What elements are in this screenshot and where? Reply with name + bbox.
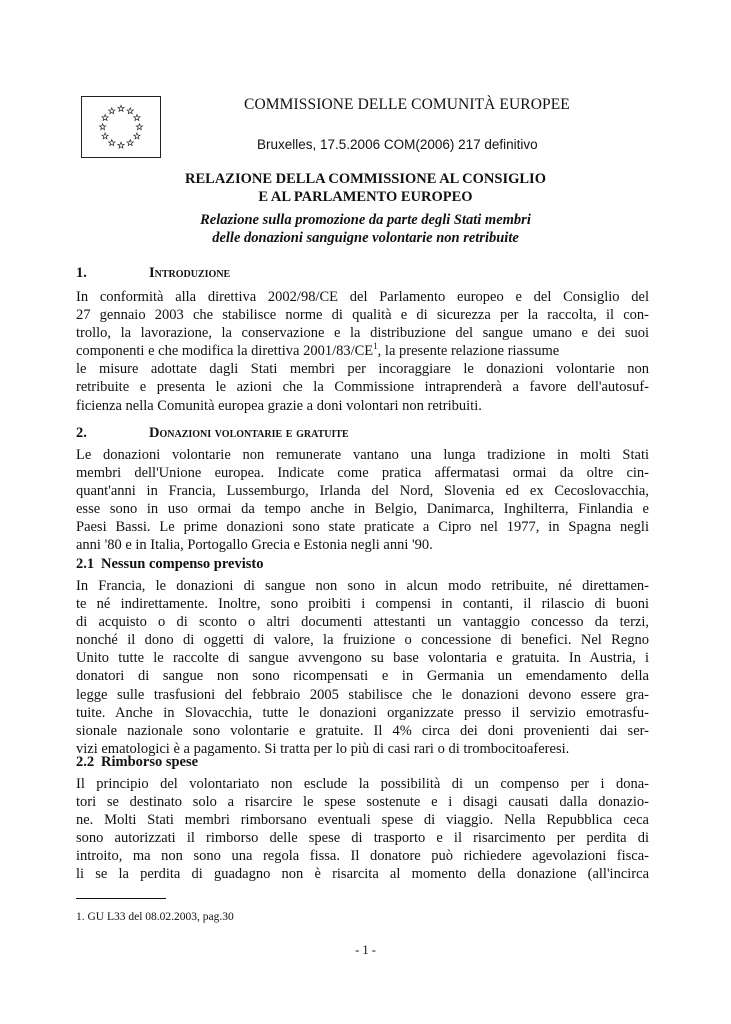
paragraph-line: le misure adottate dagli Stati membri per incoraggiare le donazioni volontarie non bbox=[76, 361, 649, 378]
section-2-paragraph bbox=[76, 446, 649, 555]
paragraph-line bbox=[76, 342, 649, 360]
paragraph-line: sono autorizzati il rimborso delle spese di trasporto e il risarcimento per perdita di bbox=[76, 830, 649, 847]
paragraph-line: anni '80 e in Italia, Portogallo Grecia e Estonia negli anni '90. bbox=[76, 537, 433, 554]
star-icon bbox=[109, 108, 115, 114]
section-2-2-number: 2.2 bbox=[76, 754, 95, 770]
report-title-line-2: E AL PARLAMENTO EUROPEO bbox=[258, 189, 473, 205]
paragraph-line: vizi ematologici è a pagamento. Si tratta per lo più di casi rari o di trombocitoaferesi. bbox=[76, 740, 570, 757]
paragraph-line: quant'anni in Francia, Lussemburgo, Irlanda del Nord, Slovenia ed ex Cecoslovacchia, bbox=[76, 483, 649, 500]
paragraph-line: esse sono in uso ormai da tempo anche in Belgio, Danimarca, Inghilterra, Finlandia e bbox=[76, 501, 649, 518]
section-2-2-title: Rimborso spese bbox=[101, 754, 199, 770]
star-icon bbox=[109, 140, 115, 146]
star-icon bbox=[136, 124, 142, 130]
paragraph-line-text: , la presente relazione riassume bbox=[377, 343, 560, 360]
paragraph-line: di acquisto o di sconto o altri documenti attestanti un vantaggio concesso da terzi, bbox=[76, 614, 649, 631]
paragraph-line: tuite. Anche in Slovacchia, tutte le donazioni organizzate presso il servizio emotrasfu- bbox=[76, 704, 649, 721]
paragraph-line: tori se destinato solo a risarcire le spese sostenute e i disagi causati dalla donazio- bbox=[76, 794, 649, 811]
star-icon bbox=[134, 133, 140, 139]
page-number: - 1 - bbox=[355, 943, 376, 957]
paragraph-line: membri dell'Unione europea. Indicate come pratica affermatasi ormai da oltre cin- bbox=[76, 465, 649, 482]
paragraph-line: introito, ma non sono una regola fissa. Il donatore può richiedere agevolazioni fisca- bbox=[76, 848, 649, 865]
star-icon bbox=[127, 140, 133, 146]
section-1-paragraph bbox=[76, 288, 649, 415]
report-subtitle-line-2: delle donazioni sanguigne volontarie non retribuite bbox=[212, 230, 519, 246]
star-icon bbox=[102, 115, 108, 121]
paragraph-line: donatori di sangue non sono ricompensati e in Germania un emendamento della bbox=[76, 668, 649, 685]
eu-flag-logo bbox=[81, 96, 161, 158]
section-2-1-title: Nessun compenso previsto bbox=[101, 556, 264, 572]
star-icon bbox=[134, 115, 140, 121]
footnote-reference[interactable]: 1 bbox=[373, 341, 378, 352]
paragraph-line: li se la perdita di guadagno non è risarcita al momento della donazione (all'incirca bbox=[76, 866, 649, 883]
paragraph-line: sionale nazionale sono volontarie e gratuite. Il 4% circa dei doni provenienti dai ser- bbox=[76, 722, 649, 739]
star-icon bbox=[102, 133, 108, 139]
paragraph-line: Le donazioni volontarie non remunerate vantano una lunga tradizione in molti Stati bbox=[76, 447, 649, 463]
commission-heading: COMMISSIONE DELLE COMUNITÀ EUROPEE bbox=[244, 96, 570, 113]
section-1-number: 1. bbox=[76, 265, 87, 281]
document-dateline: Bruxelles, 17.5.2006 COM(2006) 217 definitivo bbox=[257, 137, 538, 152]
section-2-1-heading bbox=[76, 556, 263, 573]
footnote: 1. GU L33 del 08.02.2003, pag.30 bbox=[76, 911, 234, 923]
star-icon bbox=[118, 105, 124, 111]
paragraph-line: Il principio del volontariato non esclude la possibilità di un compenso per i dona- bbox=[76, 776, 649, 792]
paragraph-line: ficienza nella Comunità europea grazie a doni volontari non retribuiti. bbox=[76, 397, 482, 414]
section-2-title: Donazioni volontarie e gratuite bbox=[149, 425, 349, 441]
section-2-1-number: 2.1 bbox=[76, 556, 95, 572]
section-1-title: Introduzione bbox=[149, 265, 231, 281]
paragraph-line: legge sulle trasfusioni del febbraio 2005 stabilisce che le donazioni devono essere gra- bbox=[76, 686, 649, 703]
report-title-line-1: RELAZIONE DELLA COMMISSIONE AL CONSIGLIO bbox=[185, 171, 546, 187]
paragraph-line: trollo, la lavorazione, la conservazione e la distribuzione del sangue umano e dei suoi bbox=[76, 325, 649, 342]
paragraph-line: retribuite e presenta le azioni che la Commissione intraprenderà a favore dell'autosuf- bbox=[76, 379, 649, 396]
section-2-1-paragraph bbox=[76, 577, 649, 758]
paragraph-line: In Francia, le donazioni di sangue non sono in alcun modo retribuite, né direttamen- bbox=[76, 578, 649, 594]
paragraph-line-text: componenti e che modifica la direttiva 2001/83/CE bbox=[76, 343, 374, 360]
paragraph-line: te né indirettamente. Inoltre, sono proibiti i compensi in contanti, il rilascio di buoni bbox=[76, 596, 649, 613]
paragraph-line: 27 gennaio 2003 che stabilisce norme di qualità e di sicurezza per la raccolta, il con- bbox=[76, 307, 649, 324]
paragraph-line: In conformità alla direttiva 2002/98/CE del Parlamento europeo e del Consiglio del bbox=[76, 289, 649, 305]
paragraph-line: nonché il dono di oggetti di valore, la fruizione o concessione di benefici. Nel Regno bbox=[76, 632, 649, 649]
footnote-separator bbox=[76, 898, 166, 899]
section-2-number: 2. bbox=[76, 425, 87, 441]
paragraph-line: Paesi Bassi. Le prime donazioni sono state praticate a Cipro nel 1977, in Spagna negli bbox=[76, 519, 649, 536]
section-2-2-heading bbox=[76, 754, 198, 771]
paragraph-line: ne. Molti Stati membri rimborsano eventuali spese di viaggio. Nella Repubblica ceca bbox=[76, 812, 649, 829]
report-subtitle-line-1: Relazione sulla promozione da parte degli Stati membri bbox=[200, 212, 531, 228]
star-icon bbox=[118, 142, 124, 148]
eu-stars-icon bbox=[82, 97, 160, 157]
paragraph-line: Unito tutte le raccolte di sangue avvengono su base volontaria e gratuita. In Austria, i bbox=[76, 650, 649, 667]
star-icon bbox=[99, 124, 105, 130]
star-icon bbox=[127, 108, 133, 114]
section-2-2-paragraph bbox=[76, 775, 649, 884]
